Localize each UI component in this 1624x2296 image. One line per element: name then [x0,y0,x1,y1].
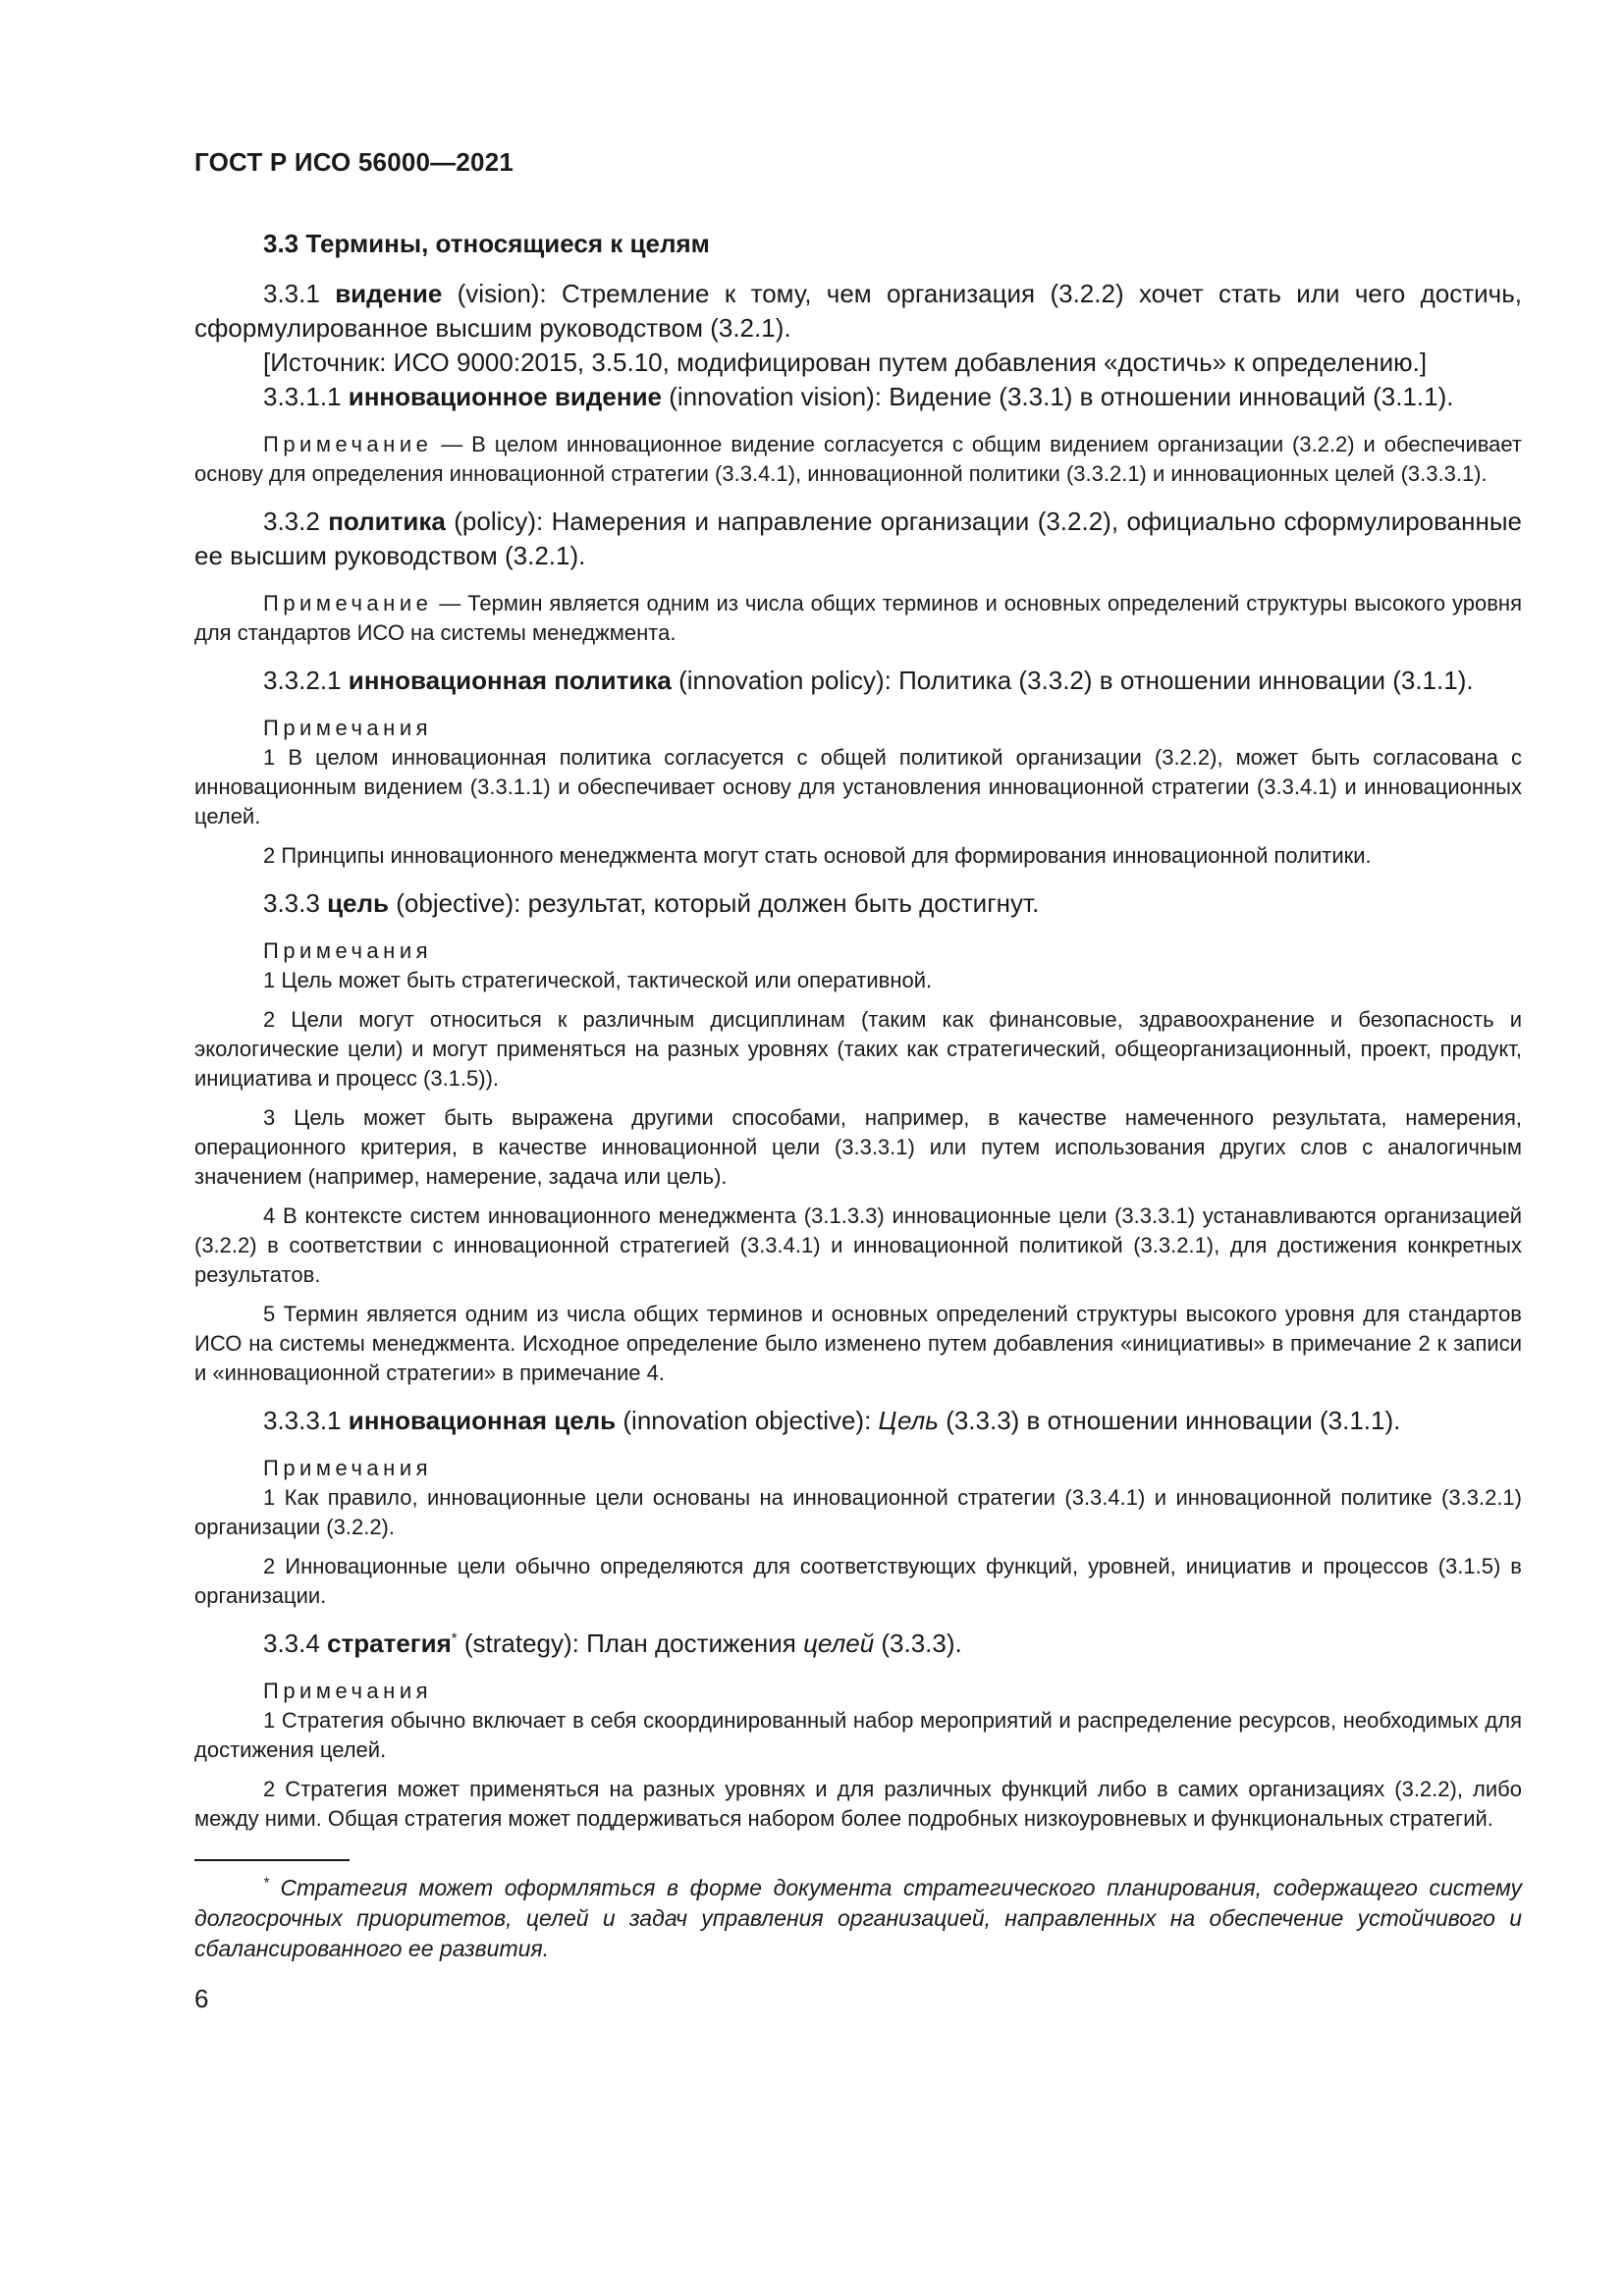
term-definition: (objective): результат, который должен быть достигнут. [389,888,1040,918]
footnote-mark: * [263,1874,269,1892]
note-item: 1 Стратегия обычно включает в себя скоординированный набор мероприятий и распределение ресурсов, необходимых для достижения целей. [194,1708,1522,1762]
term-definition: (innovation vision): Видение (3.3.1) в отношении инноваций (3.1.1). [662,382,1454,411]
document-header: ГОСТ Р ИСО 56000—2021 [194,147,514,177]
term-definition: (policy): Намерения и направление организации (3.2.2), официально сформулированные ее высшим руководством (3.2.1). [194,507,1522,570]
term-reference: целей [803,1629,875,1658]
term-reference: Цель [878,1406,939,1435]
term-3-3-4 [194,1627,1522,1661]
note-item: 1 В целом инновационная политика согласуется с общей политикой организации (3.2.2), может быть согласована с инновационным видением (3.3.1.1) и обеспечивает основу для установления инновационной стратегии (3.3.4.1) и инновационных целей. [194,745,1522,828]
note-item: 2 Принципы инновационного менеджмента могут стать основой для формирования инновационной политики. [263,843,1372,868]
footnote-separator [194,1859,350,1861]
footnote-marker: * [451,1629,458,1647]
note-item: 2 Стратегия может применяться на разных уровнях и для различных функций либо в самих организациях (3.2.2), либо между ними. Общая стратегия может поддерживаться набором более подробных низкоуровневых и функциональных стратегий. [194,1777,1522,1831]
term-name: инновационная цель [348,1406,617,1435]
note-item: 3 Цель может быть выражена другими способами, например, в качестве намеченного результата, намерения, операционного критерия, в качестве инновационной цели (3.3.3.1) или путем использования других слов с аналогичным значением (например, намерение, задача или цель). [194,1105,1522,1189]
term-3-3-1-1 [194,380,1522,414]
note-item: 2 Цели могут относиться к различным дисциплинам (таким как финансовые, здравоохранение и безопасность и экологические цели) и могут применяться на разных уровнях (таких как стратегический, общеорганизационный, проект, продукт, инициатива и процесс (3.1.5)). [194,1007,1522,1091]
term-source: [Источник: ИСО 9000:2015, 3.5.10, модифицирован путем добавления «достичь» к определению.] [263,347,1428,377]
term-name: цель [327,888,390,918]
note [194,589,1522,648]
term-number: 3.3.4 [263,1629,328,1658]
notes-label-text: Примечания [263,1679,433,1703]
term-3-3-3 [194,886,1522,921]
term-definition-part: (3.3.3) в отношении инновации (3.1.1). [938,1406,1401,1435]
note-text: — Термин является одним из числа общих терминов и основных определений структуры высокого уровня для стандартов ИСО на системы менеджмента. [194,591,1522,645]
term-number: 3.3.3.1 [263,1406,349,1435]
term-number: 3.3.2 [263,507,329,536]
note-label: Примечание [263,591,433,615]
term-number: 3.3.2.1 [263,666,349,695]
term-definition-part: (3.3.3). [874,1629,962,1658]
term-name: инновационное видение [348,382,663,411]
term-3-3-2-1 [194,664,1522,698]
note-item: 2 Инновационные цели обычно определяются для соответствующих функций, уровней, инициатив и процессов (3.1.5) в организации. [194,1554,1522,1608]
term-name: видение [335,279,443,308]
term-name: стратегия [327,1629,452,1658]
term-3-3-3-1 [194,1404,1522,1438]
notes-label [194,714,1522,743]
section-heading: 3.3 Термины, относящиеся к целям [263,229,710,258]
note-item: 5 Термин является одним из числа общих терминов и основных определений структуры высокого уровня для стандартов ИСО на системы менеджмента. Исходное определение было изменено путем добавления «инициативы» в примечание 2 к записи и «инновационной стратегии» в примечание 4. [194,1302,1522,1385]
term-definition-part: (innovation objective): [616,1406,879,1435]
term-name: инновационная политика [348,666,672,695]
term-3-3-1 [194,277,1522,346]
notes-label [194,936,1522,966]
note [194,430,1522,489]
term-number: 3.3.1.1 [263,382,349,411]
note-item: 1 Цель может быть стратегической, тактической или оперативной. [263,968,933,992]
term-definition: (innovation policy): Политика (3.3.2) в отношении инновации (3.1.1). [671,666,1474,695]
document-page [194,147,1522,2014]
notes-label [194,1677,1522,1706]
note-item: 4 В контексте систем инновационного менеджмента (3.1.3.3) инновационные цели (3.3.3.1) устанавливаются организацией (3.2.2) в соответствии с инновационной стратегией (3.3.4.1) и инновационной политикой (3.3.2.1), для достижения конкретных результатов. [194,1203,1522,1287]
note-item: 1 Как правило, инновационные цели основаны на инновационной стратегии (3.3.4.1) и инновационной политике (3.3.2.1) организации (3.2.2). [194,1485,1522,1539]
term-3-3-2 [194,505,1522,573]
page-number: 6 [194,1984,209,2013]
term-number: 3.3.3 [263,888,328,918]
notes-label [194,1454,1522,1483]
term-definition: (vision): Стремление к тому, чем организация (3.2.2) хочет стать или чего достичь, сформулированное высшим руководством (3.2.1). [194,279,1522,343]
note-text: — В целом инновационное видение согласуется с общим видением организации (3.2.2) и обеспечивает основу для определения инновационной стратегии (3.3.4.1), инновационной политики (3.3.2.1) и инновационных целей (3.3.3.1). [194,432,1522,486]
footnote [194,1873,1522,1964]
term-definition-part: (strategy): План достижения [457,1629,804,1658]
notes-label-text: Примечания [263,938,433,963]
notes-label-text: Примечания [263,716,433,740]
notes-label-text: Примечания [263,1456,433,1480]
term-number: 3.3.1 [263,279,336,308]
term-name: политика [328,507,446,536]
note-label: Примечание [263,432,433,456]
footnote-text: Стратегия может оформляться в форме документа стратегического планирования, содержащего систему долгосрочных приоритетов, целей и задач управления организацией, направленных на обеспечение устойчивого и сбалансированного ее развития. [194,1875,1522,1961]
